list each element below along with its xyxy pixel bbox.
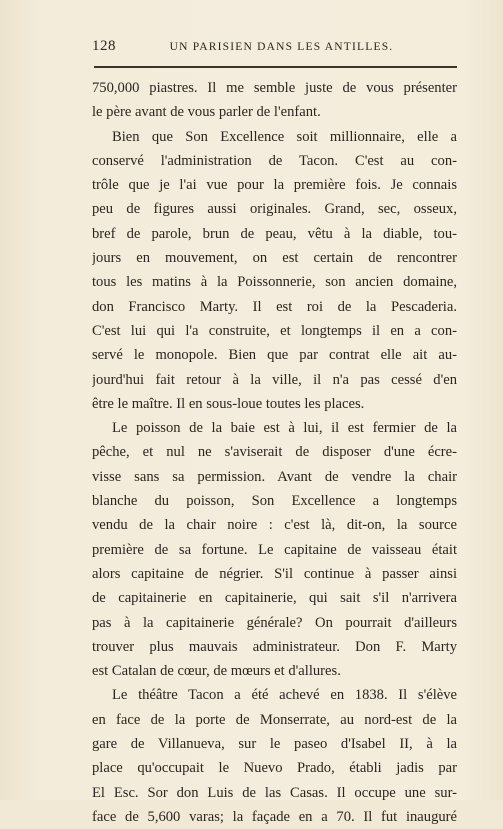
- text-line: face de 5,600 varas; la façade en a 70. Il fut inauguré: [92, 808, 457, 825]
- page-header: [92, 38, 457, 55]
- text-line: pas à la capitainerie générale? On pourrait d'ailleurs: [92, 614, 457, 631]
- running-title: UN PARISIEN DANS LES ANTILLES.: [169, 41, 394, 53]
- text-line: est Catalan de cœur, de mœurs et d'allures.: [92, 663, 341, 680]
- body-text: [92, 76, 457, 829]
- text-line: don Francisco Marty. Il est roi de la Pescaderia.: [92, 298, 457, 315]
- text-line: de capitainerie en capitainerie, qui sait s'il n'arrivera: [92, 590, 457, 607]
- text-line: gare de Villanueva, sur le paseo d'Isabel II, à la: [92, 736, 457, 753]
- text-line: blanche du poisson, Son Excellence a longtemps: [92, 493, 457, 510]
- text-line: Le poisson de la baie est à lui, il est fermier de la: [112, 420, 457, 437]
- text-line: tous les matins à la Poissonnerie, son ancien domaine,: [92, 274, 457, 291]
- text-line: en face de la porte de Monserrate, au nord-est de la: [92, 711, 457, 728]
- text-line: Le théâtre Tacon a été achevé en 1838. Il s'élève: [112, 687, 457, 704]
- text-line: être le maître. Il en sous-loue toutes les places.: [92, 395, 365, 412]
- text-line: trôle que je l'ai vue pour la première fois. Je connais: [92, 177, 457, 194]
- text-line: le père avant de vous parler de l'enfant.: [92, 104, 321, 121]
- text-line: Bien que Son Excellence soit millionnaire, elle a: [112, 128, 457, 145]
- text-line: jours en mouvement, on est certain de rencontrer: [92, 250, 457, 267]
- page-number: 128: [92, 38, 116, 54]
- text-line: C'est lui qui l'a construite, et longtemps il en a con-: [92, 322, 457, 339]
- text-line: 750,000 piastres. Il me semble juste de vous présenter: [92, 80, 457, 96]
- text-line: trouver plus mauvais administrateur. Don F. Marty: [92, 638, 457, 655]
- text-line: conservé l'administration de Tacon. C'est au con-: [92, 152, 457, 169]
- text-line: jourd'hui fait retour à la ville, il n'a pas cessé d'en: [92, 371, 457, 388]
- text-line: El Esc. Sor don Luis de las Casas. Il occupe une sur-: [92, 784, 457, 801]
- text-line: alors capitaine de négrier. S'il continue à passer ainsi: [92, 565, 457, 582]
- text-line: vendu de la chair noire : c'est là, dit-on, la source: [92, 517, 457, 534]
- text-line: pêche, et nul ne s'aviserait de disposer d'une écre-: [92, 444, 457, 461]
- text-line: visse sans sa permission. Avant de vendre la chair: [92, 468, 457, 485]
- text-line: peu de figures aussi originales. Grand, sec, osseux,: [92, 201, 457, 218]
- text-line: place qu'occupait le Nuevo Prado, établi jadis par: [92, 760, 457, 777]
- text-line: servé le monopole. Bien que par contrat elle ait au-: [92, 347, 457, 364]
- text-line: bref de parole, brun de peau, vêtu à la diable, tou-: [92, 225, 457, 242]
- header-rule: [94, 66, 457, 68]
- text-line: première de sa fortune. Le capitaine de vaisseau était: [92, 541, 457, 558]
